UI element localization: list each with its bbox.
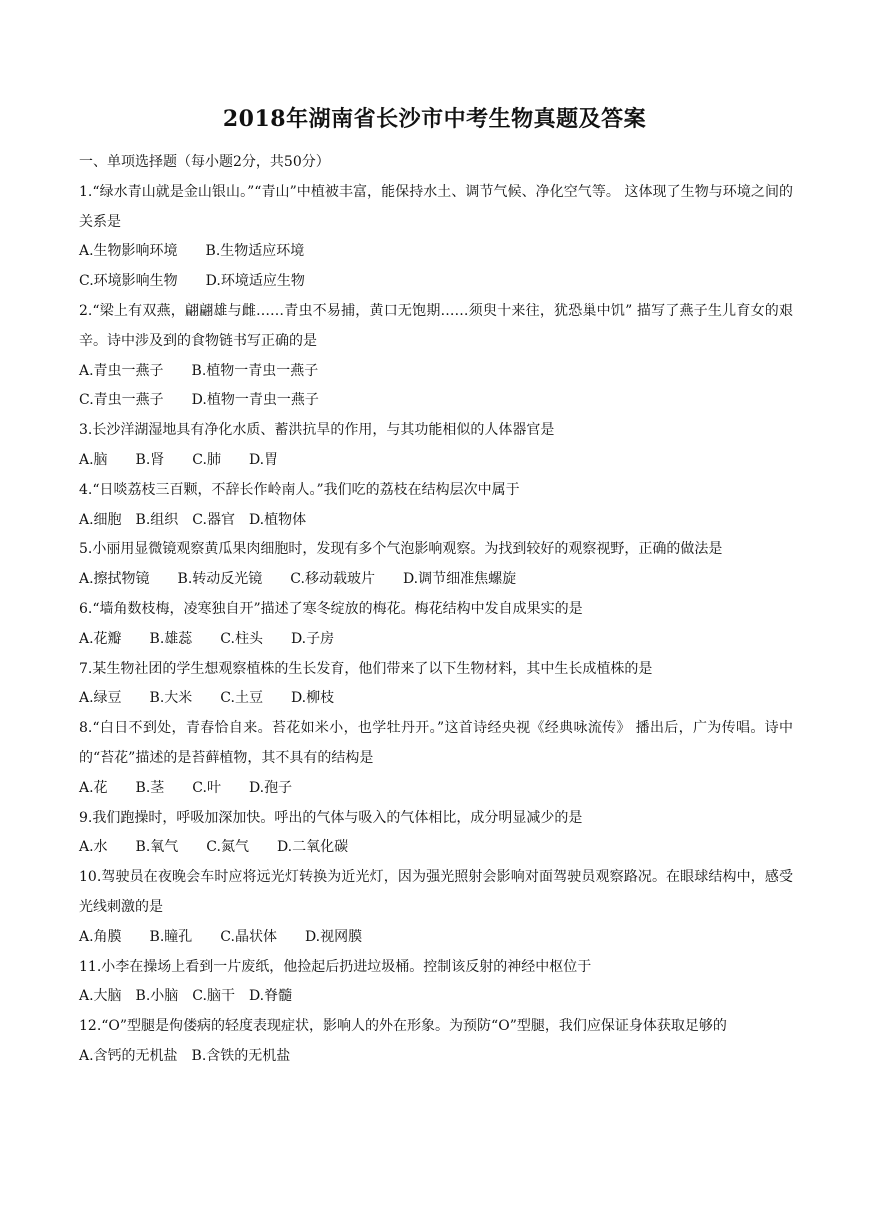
question-stem: 10.驾驶员在夜晚会车时应将远光灯转换为近光灯，因为强光照射会影响对面驾驶员观察路况。在眼球结构中，感受光线刺激的是 bbox=[79, 869, 793, 915]
question-stem: 11.小李在操场上看到一片废纸，他捡起后扔进垃圾桶。控制该反射的神经中枢位于 bbox=[79, 958, 592, 975]
option-line: A.绿豆 B.大米 C.土豆 D.柳枝 bbox=[79, 690, 335, 707]
document-title: 2018年湖南省长沙市中考生物真题及答案 bbox=[222, 106, 647, 132]
document-body bbox=[79, 148, 793, 1072]
option-line: A.含钙的无机盐 B.含铁的无机盐 bbox=[79, 1047, 291, 1064]
section-heading: 一、单项选择题（每小题2分，共50分） bbox=[79, 154, 330, 170]
option-line: A.细胞 B.组织 C.器官 D.植物体 bbox=[79, 511, 307, 528]
option-line: C.环境影响生物 D.环境适应生物 bbox=[79, 273, 305, 290]
option-line: A.水 B.氧气 C.氮气 D.二氧化碳 bbox=[79, 839, 349, 856]
question-stem: 7.某生物社团的学生想观察植株的生长发育，他们带来了以下生物材料，其中生长成植株的是 bbox=[79, 660, 653, 677]
option-line: A.擦拭物镜 B.转动反光镜 C.移动载玻片 D.调节细准焦螺旋 bbox=[79, 571, 517, 588]
question-stem: 12.“O”型腿是佝偻病的轻度表现症状，影响人的外在形象。为预防“O”型腿，我们应保证身体获取足够的 bbox=[79, 1018, 727, 1035]
option-line: A.生物影响环境 B.生物适应环境 bbox=[79, 243, 305, 260]
option-line: A.角膜 B.瞳孔 C.晶状体 D.视网膜 bbox=[79, 928, 363, 945]
option-line: A.花瓣 B.雄蕊 C.柱头 D.子房 bbox=[79, 630, 335, 647]
option-line: A.大脑 B.小脑 C.脑干 D.脊髓 bbox=[79, 988, 293, 1005]
question-stem: 8.“白日不到处，青春恰自来。苔花如米小，也学牡丹开。”这首诗经央视《经典咏流传》 播出后，广为传唱。诗中的“苔花”描述的是苔藓植物，其不具有的结构是 bbox=[79, 720, 793, 766]
question-stem: 4.“日啖荔枝三百颗，不辞长作岭南人。”我们吃的荔枝在结构层次中属于 bbox=[79, 481, 520, 498]
question-stem: 5.小丽用显微镜观察黄瓜果肉细胞时，发现有多个气泡影响观察。为找到较好的观察视野，正确的做法是 bbox=[79, 541, 723, 558]
question-stem: 3.长沙洋湖湿地具有净化水质、蓄洪抗旱的作用，与其功能相似的人体器官是 bbox=[79, 422, 555, 439]
option-line: A.青虫一燕子 B.植物一青虫一燕子 bbox=[79, 362, 319, 379]
option-line: A.花 B.茎 C.叶 D.孢子 bbox=[79, 779, 293, 796]
option-line: C.青虫一燕子 D.植物一青虫一燕子 bbox=[79, 392, 319, 409]
question-stem: 9.我们跑操时，呼吸加深加快。呼出的气体与吸入的气体相比，成分明显减少的是 bbox=[79, 809, 583, 826]
question-stem: 2.“梁上有双燕，翩翩雄与雌……青虫不易捕，黄口无饱期……须臾十来往，犹恐巢中饥” 描写了燕子生儿育女的艰辛。诗中涉及到的食物链书写正确的是 bbox=[79, 302, 793, 349]
option-line: A.脑 B.肾 C.肺 D.胃 bbox=[79, 451, 279, 468]
question-stem: 1.“绿水青山就是金山银山。”“青山”中植被丰富，能保持水土、调节气候、净化空气等。 这体现了生物与环境之间的关系是 bbox=[79, 183, 793, 230]
question-stem: 6.“墙角数枝梅，凌寒独自开”描述了寒冬绽放的梅花。梅花结构中发自成果实的是 bbox=[79, 600, 583, 617]
